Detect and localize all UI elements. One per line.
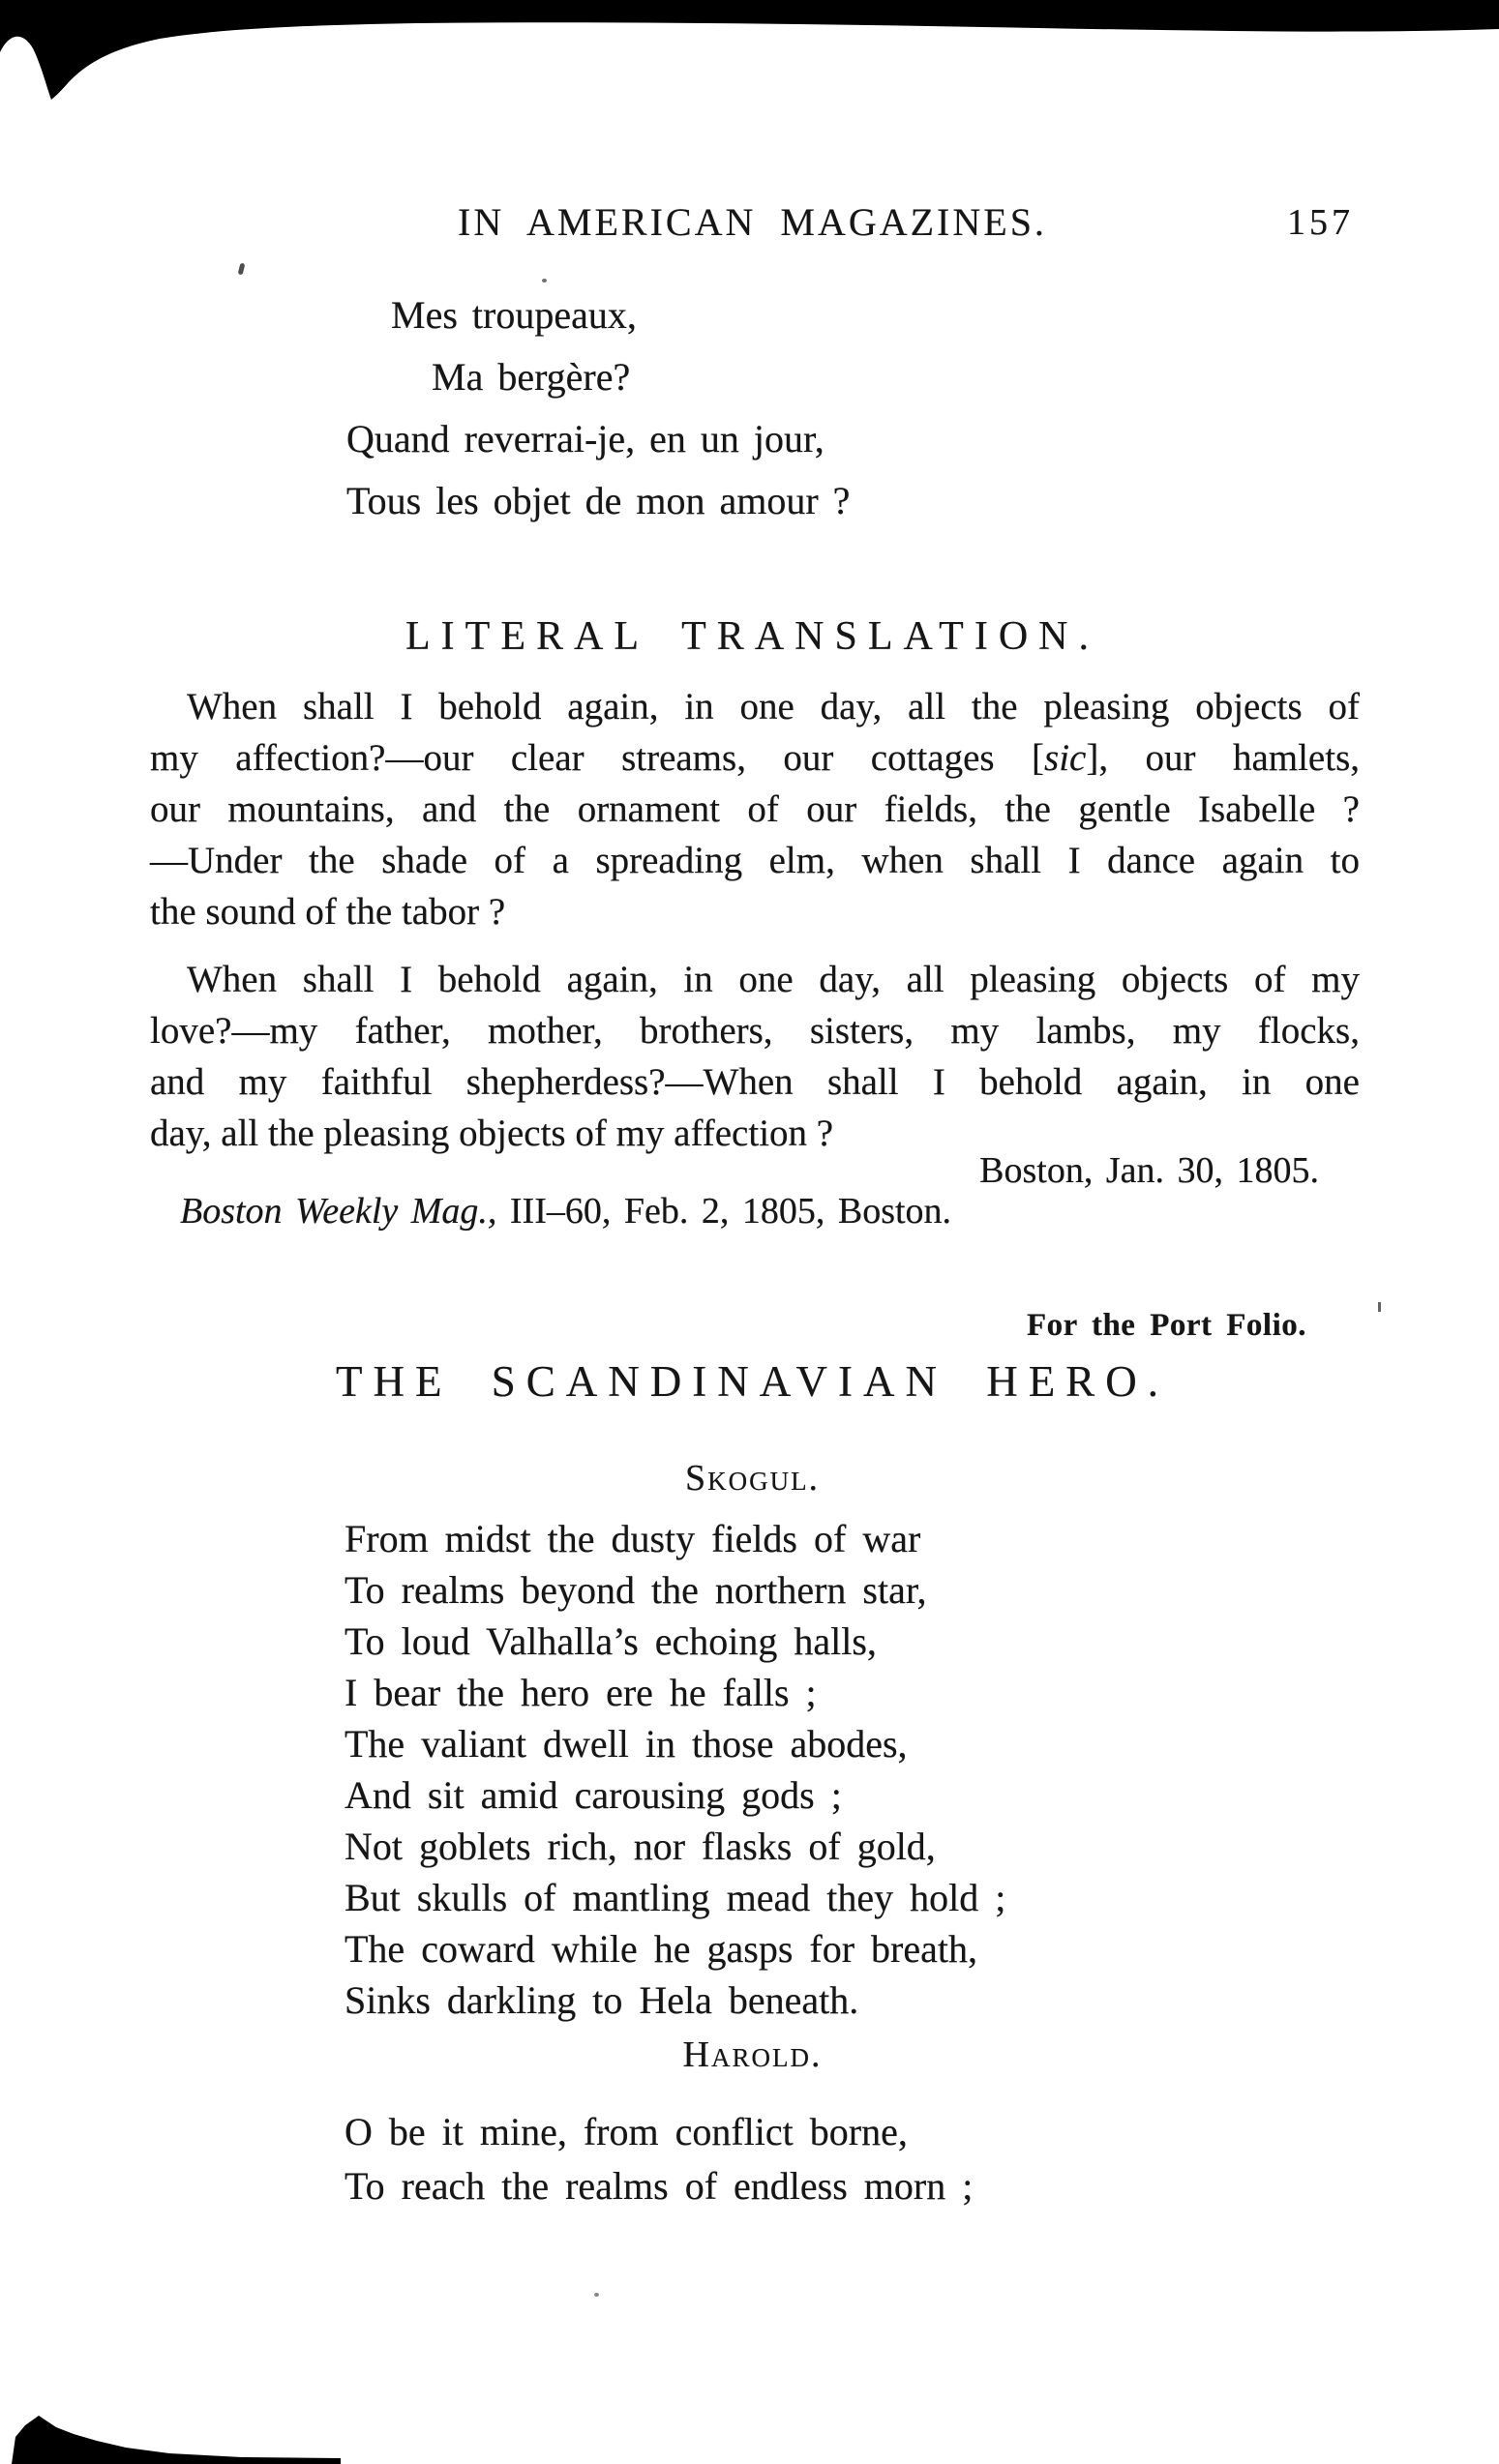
translation-paragraph-1 <box>150 681 1360 937</box>
verse-line: Mes troupeaux, <box>391 293 637 337</box>
ink-speck <box>542 279 547 282</box>
poem-line: To reach the realms of endless morn ; <box>345 2164 974 2208</box>
poem-line: Not goblets rich, nor flasks of gold, <box>345 1825 936 1868</box>
ink-speck <box>238 263 246 276</box>
verse-line: Ma bergère? <box>432 355 631 399</box>
poem-line: From midst the dusty fields of war <box>345 1517 921 1560</box>
poem-line: The coward while he gasps for breath, <box>345 1927 977 1971</box>
poem-line: To realms beyond the northern star, <box>345 1568 927 1612</box>
poem-line: I bear the hero ere he falls ; <box>345 1671 817 1714</box>
poem-stanza-skogul <box>345 1513 1005 2026</box>
translation-paragraph-2 <box>150 954 1360 1159</box>
body-line: When shall I behold again, in one day, all pleasing objects of my <box>187 959 1360 1000</box>
body-line: day, all the pleasing objects of my affection ? <box>150 1113 834 1154</box>
scan-artifact-bottom-blob <box>0 2404 406 2464</box>
attribution-port-folio: For the Port Folio. <box>1027 1308 1306 1343</box>
source-citation <box>180 1190 951 1232</box>
body-line <box>150 732 1360 784</box>
poem-line: And sit amid carousing gods ; <box>345 1773 842 1817</box>
dateline: Boston, Jan. 30, 1805. <box>979 1150 1319 1191</box>
ink-speck <box>1378 1302 1381 1312</box>
poem-stanza-harold <box>345 2105 973 2213</box>
verse-line: Quand reverrai-je, en un jour, <box>346 417 824 460</box>
italic-text-segment: sic <box>1044 737 1087 779</box>
section-heading-literal-translation: LITERAL TRANSLATION. <box>405 614 1099 659</box>
body-line: love?—my father, mother, brothers, sisters, my lambs, my flocks, <box>150 1010 1360 1052</box>
ink-speck <box>594 2293 599 2297</box>
poem-line: The valiant dwell in those abodes, <box>345 1722 908 1766</box>
running-header <box>145 199 1360 245</box>
body-line: —Under the shade of a spreading elm, when shall I dance again to <box>150 840 1360 881</box>
body-line: and my faithful shepherdess?—When shall I behold again, in one <box>150 1061 1360 1103</box>
poem-title: THE SCANDINAVIAN HERO. <box>336 1357 1169 1406</box>
speaker-heading-skogul: Skogul. <box>684 1458 821 1499</box>
verse-line: Tous les objet de mon amour ? <box>346 479 851 522</box>
poem-line: O be it mine, from conflict borne, <box>345 2110 908 2153</box>
body-line: our mountains, and the ornament of our fields, the gentle Isabelle ? <box>150 788 1360 830</box>
poem-line: But skulls of mantling mead they hold ; <box>345 1876 1006 1919</box>
running-header-title: IN AMERICAN MAGAZINES. <box>458 200 1047 244</box>
body-line: When shall I behold again, in one day, all the pleasing objects of <box>187 686 1360 727</box>
page-number: 157 <box>1287 202 1354 243</box>
body-line: the sound of the tabor ? <box>150 891 506 933</box>
text-segment: ], our hamlets, <box>1086 737 1360 779</box>
italic-text-segment: Boston Weekly Mag., <box>180 1191 497 1232</box>
text-segment: my affection?—our clear streams, our cottages [ <box>150 737 1045 779</box>
french-verse-quote <box>346 284 850 532</box>
scan-artifact-top-band <box>0 0 1499 106</box>
poem-line: To loud Valhalla’s echoing halls, <box>345 1619 877 1663</box>
text-segment: III–60, Feb. 2, 1805, Boston. <box>496 1191 952 1232</box>
poem-line: Sinks darkling to Hela beneath. <box>345 1978 859 2022</box>
speaker-heading-harold: Harold. <box>682 2034 823 2075</box>
